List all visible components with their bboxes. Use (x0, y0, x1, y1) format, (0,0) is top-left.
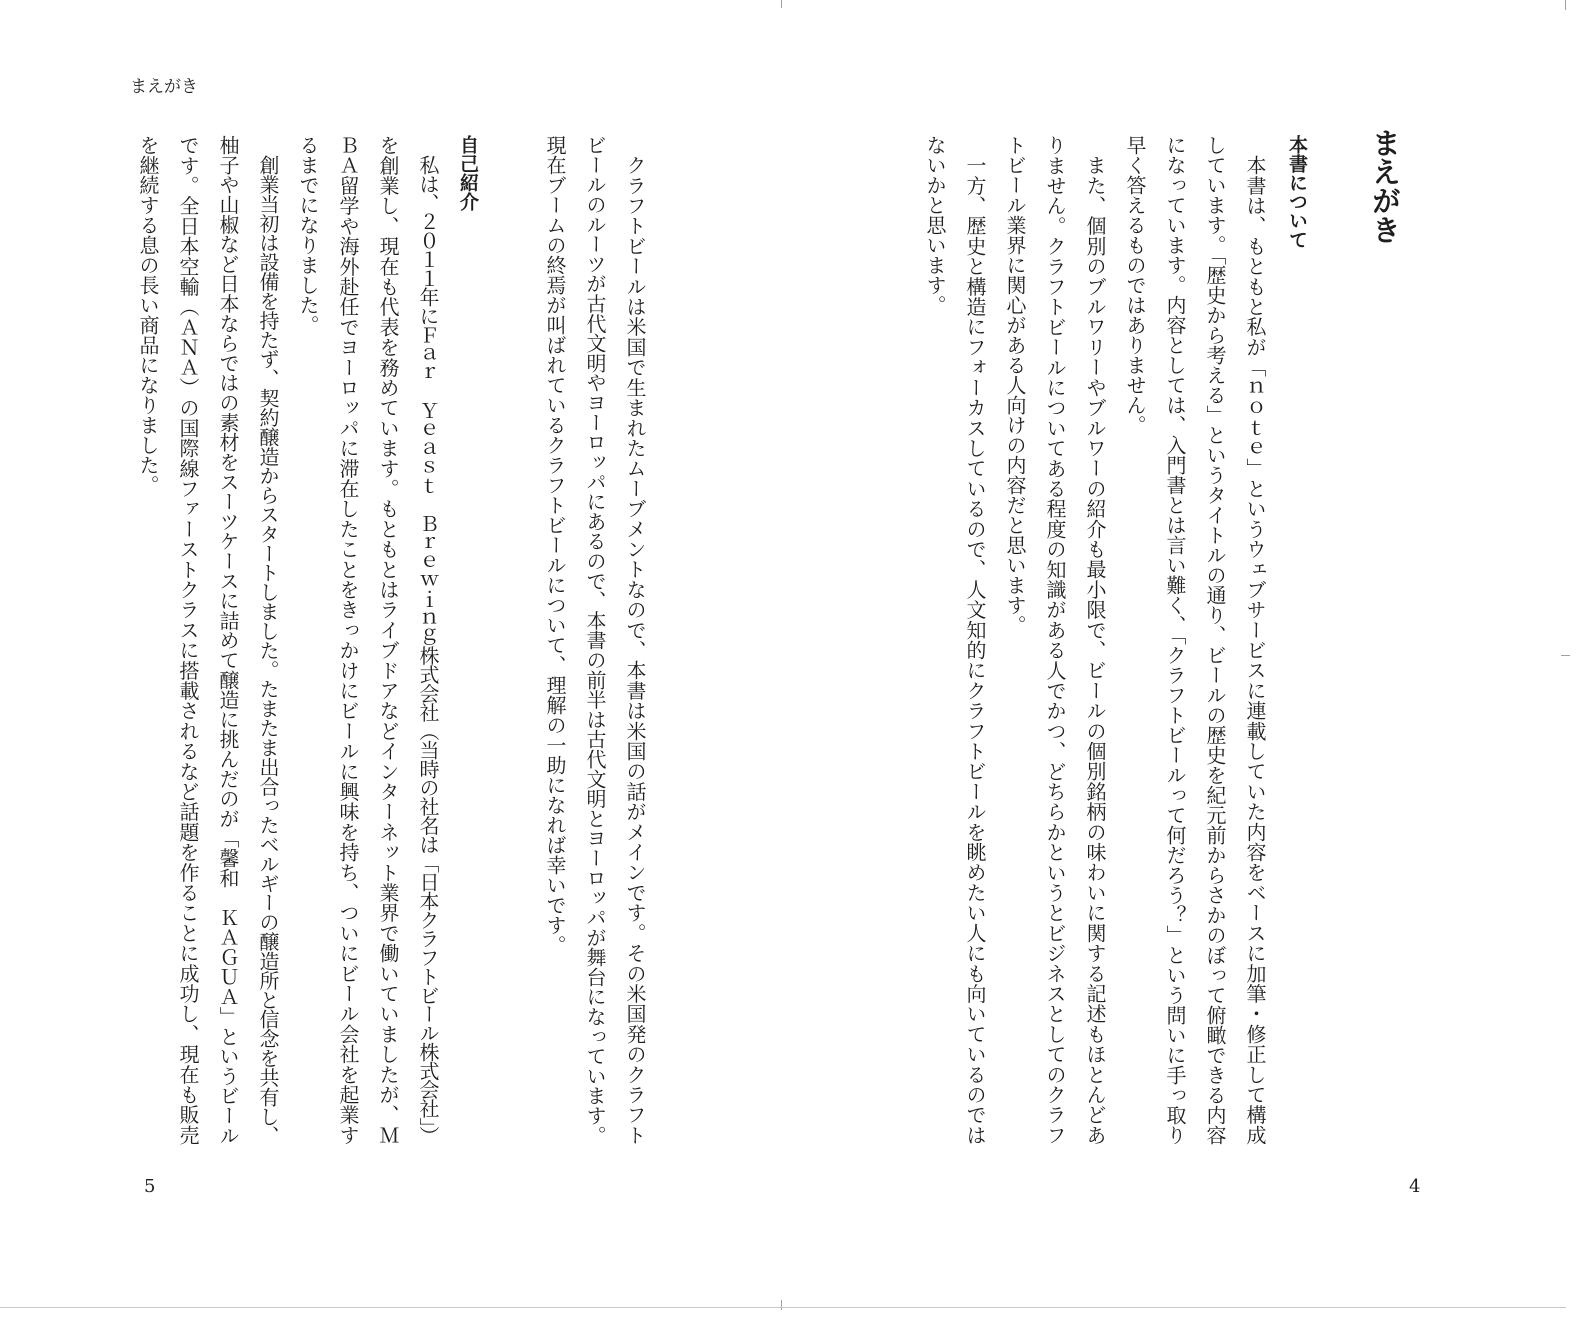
section-heading-self-introduction: 自己紹介 (457, 135, 479, 211)
page-number-left: 5 (144, 1176, 156, 1197)
left-profile-line-3: ＢＡ留学や海外赴任でヨーロッパに滞在したことをきっかけにビールに興味を持ち、ついにビール会社を起業す (336, 135, 360, 1145)
left-profile-line-7: です。全日本空輸（ＡＮＡ）の国際線ファーストクラスに搭載されるなど話題を作ることに成功し、現在も販売 (176, 135, 200, 1145)
left-page (0, 0, 782, 1330)
left-intro-line-1: クラフトビールは米国で生まれたムーブメントなので、本書は米国の話がメインです。その米国発のクラフト (623, 155, 647, 1145)
left-profile-line-2: を創業し、現在も代表を務めています。もともとはライブドアなどインターネット業界で働いていましたが、Ｍ (376, 135, 400, 1145)
right-line-9: ないかと思います。 (923, 135, 947, 315)
left-profile-line-6: 柚子や山椒など日本ならではの素材をスーツケースに詰めて醸造に挑んだのが「馨和 ＫＡＧＵＡ」というビール (216, 135, 240, 1146)
crop-mark-right-middle (1561, 655, 1570, 656)
right-line-6: りません。クラフトビールについてある程度の知識がある人でかつ、どちらかというとビジネスとしてのクラフ (1043, 135, 1067, 1145)
left-profile-line-8: を継続する息の長い商品になりました。 (136, 135, 160, 495)
right-line-3: になっています。内容としては、入門書とは言い難く、「クラフトビールって何だろう？」という問いに手っ取り (1163, 135, 1187, 1145)
left-profile-line-4: るまでになりました。 (296, 135, 320, 335)
crop-mark-top-right (1565, 0, 1566, 10)
section-heading-about-this-book: 本書について (1286, 135, 1308, 249)
right-line-7: トビール業界に関心がある人向けの内容だと思います。 (1003, 135, 1027, 635)
running-header: まえがき (130, 77, 198, 97)
page-number-right: 4 (1409, 1176, 1421, 1197)
right-line-2: しています。「歴史から考える」というタイトルの通り、ビールの歴史を紀元前からさかのぼって俯瞰できる内容 (1203, 135, 1227, 1145)
left-profile-line-5: 創業当初は設備を持たず、契約醸造からスタートしました。たまたま出合ったベルギーの醸造所と信念を共有し、 (256, 155, 280, 1146)
left-profile-line-1: 私は、２０１１年にＦａｒ Ｙｅａｓｔ Ｂｒｅｗｉｎｇ株式会社（当時の社名は「日本クラフトビール株式会社」） (416, 155, 440, 1146)
right-line-8: 一方、歴史と構造にフォーカスしているので、人文知的にクラフトビールを眺めたい人にも向いているのでは (963, 155, 987, 1145)
right-line-4: 早く答えるものではありません。 (1123, 135, 1147, 435)
left-intro-line-3: 現在ブームの終焉が叫ばれているクラフトビールについて、理解の一助になれば幸いです。 (543, 135, 567, 955)
chapter-title: まえがき (1368, 128, 1402, 244)
right-line-5: また、個別のブルワリーやブルワーの紹介も最小限で、ビールの個別銘柄の味わいに関する記述もほとんどあ (1083, 155, 1107, 1145)
right-line-1: 本書は、もともと私が「ｎｏｔｅ」というウェブサービスに連載していた内容をベースに加筆・修正して構成 (1243, 155, 1267, 1145)
left-intro-line-2: ビールのルーツが古代文明やヨーロッパにあるので、本書の前半は古代文明とヨーロッパが舞台になっています。 (583, 135, 607, 1146)
